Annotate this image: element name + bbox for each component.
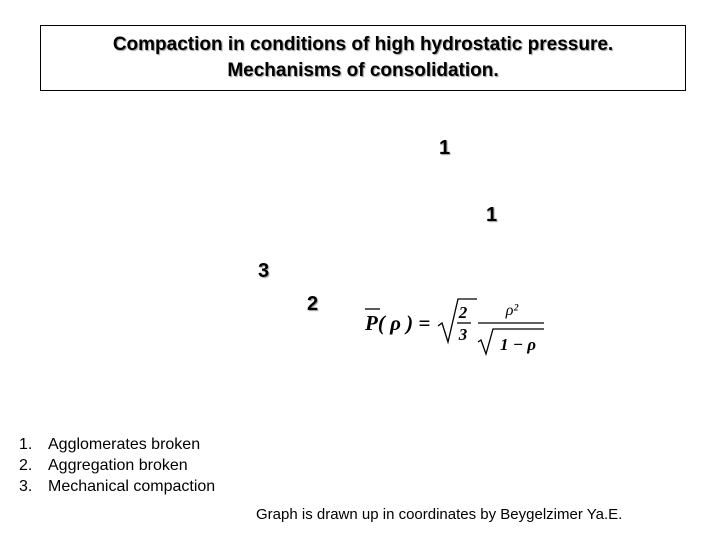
title-line-2: Mechanisms of consolidation. — [227, 60, 499, 81]
coef-denominator: 3 — [458, 325, 468, 344]
frac-denominator: 1 − ρ — [499, 335, 537, 354]
graph-marker-1a: 1 — [439, 137, 451, 159]
list-item: 3. Mechanical compaction — [19, 478, 216, 495]
frac-numerator: ρ² — [505, 302, 519, 319]
graph-marker-2: 2 — [307, 293, 319, 315]
graph-credit: Graph is drawn up in coordinates by Beygelzimer Ya.E. — [256, 506, 623, 523]
sqrt-icon — [438, 299, 477, 342]
mechanism-legend — [19, 434, 215, 497]
list-item: 2. Aggregation broken — [19, 457, 188, 474]
pressure-formula — [360, 292, 560, 364]
graph-marker-1b: 1 — [486, 204, 498, 226]
title-line-1: Compaction in conditions of high hydrostatic pressure. — [112, 34, 614, 55]
slide-title — [40, 25, 686, 91]
graph-marker-3: 3 — [258, 260, 270, 282]
formula-lhs: P( ρ ) = — [365, 311, 431, 335]
list-item: 1. Agglomerates broken — [19, 436, 201, 453]
coef-numerator: 2 — [458, 303, 468, 322]
